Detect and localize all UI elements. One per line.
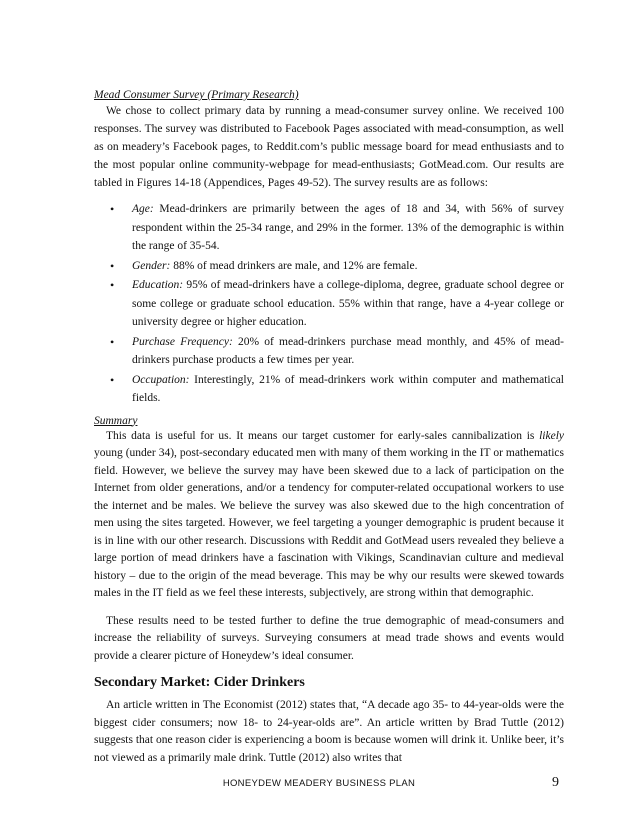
- survey-results-list: [94, 200, 564, 408]
- summary-followup-paragraph: These results need to be tested further to define the true demographic of mead-consumers and increase the reliability of surveys. Surveying consumers at mead trade shows and events would provide a clearer picture of Honeydew’s ideal consumer.: [94, 614, 564, 662]
- bullet-dot-icon: •: [110, 278, 115, 292]
- bullet-dot-icon: •: [110, 334, 115, 349]
- summary-heading: Summary: [94, 414, 138, 427]
- document-page: [94, 88, 564, 767]
- bullet-gender: • Gender: 88% of mead drinkers are male, and 12% are female.: [132, 257, 564, 276]
- survey-heading: Mead Consumer Survey (Primary Research): [94, 89, 299, 101]
- secondary-market-heading: Secondary Market: Cider Drinkers: [94, 675, 305, 690]
- bullet-dot-icon: •: [110, 202, 115, 216]
- page-number: 9: [552, 775, 559, 790]
- bullet-dot-icon: •: [110, 258, 115, 273]
- bullet-dot-icon: •: [110, 372, 115, 387]
- bullet-age: • Age: Mead-drinkers are primarily between the ages of 18 and 34, with 56% of survey respondent within the 25-34 range, and 29% in the former. 13% of the demographic is within the range of 35-54.: [110, 202, 564, 252]
- bullet-occupation: • Occupation: Interestingly, 21% of mead-drinkers work within computer and mathematical fields.: [110, 372, 564, 404]
- footer-title: HONEYDEW MEADERY BUSINESS PLAN: [222, 778, 416, 789]
- bullet-education: • Education: 95% of mead-drinkers have a college-diploma, degree, graduate school degree or some college or graduate school education. 55% within that range, have a 4-year college or university degree or higher education.: [110, 278, 564, 328]
- survey-intro-paragraph: We chose to collect primary data by running a mead-consumer survey online. We received 100 responses. The survey was distributed to Facebook Pages associated with mead-consumption, as well as on meadery’s Facebook pages, to Reddit.com’s public message board for mead enthusiasts and to the most popular online community-webpage for mead-enthusiasts; GotMead.com. Our results are tabled in Figures 14-18 (Appendices, Pages 49-52). The survey results are as follows:: [94, 105, 564, 189]
- bullet-purchase-frequency: • Purchase Frequency: 20% of mead-drinkers purchase mead monthly, and 45% of mead-drinkers purchase products a few times per year.: [110, 334, 565, 366]
- summary-paragraph: This data is useful for us. It means our target customer for early-sales cannibalization is likely young (under 34), post-secondary educated men with many of them working in the IT or mathematics field. However, we believe the survey may have been skewed due to a lack of participation on the Internet from older generations, and/or a tendency for computer-related occupational workers to use the internet and be males. We believe the survey was also skewed due to the high concentration of men using the sites targeted. However, we feel targeting a younger demographic is prudent because it is in line with our other research. Discussions with Reddit and GotMead users revealed they believe a large portion of mead drinkers have a fascination with Vikings, Scandinavian culture and medieval history – due to the origin of the mead beverage. This may be why our results were skewed towards males in the IT field as we feel these interests, subjectively, are strong within that demographic.: [94, 429, 564, 599]
- secondary-market-paragraph: An article written in The Economist (2012) states that, “A decade ago 35- to 44-year-olds were the biggest cider consumers; now 18- to 24-year-olds are”. An article written by Brad Tuttle (2012) suggests that one reason cider is experiencing a boom is because women will drink it. Unlike beer, it’s not viewed as a primarily male drink. Tuttle (2012) also writes that: [94, 699, 564, 764]
